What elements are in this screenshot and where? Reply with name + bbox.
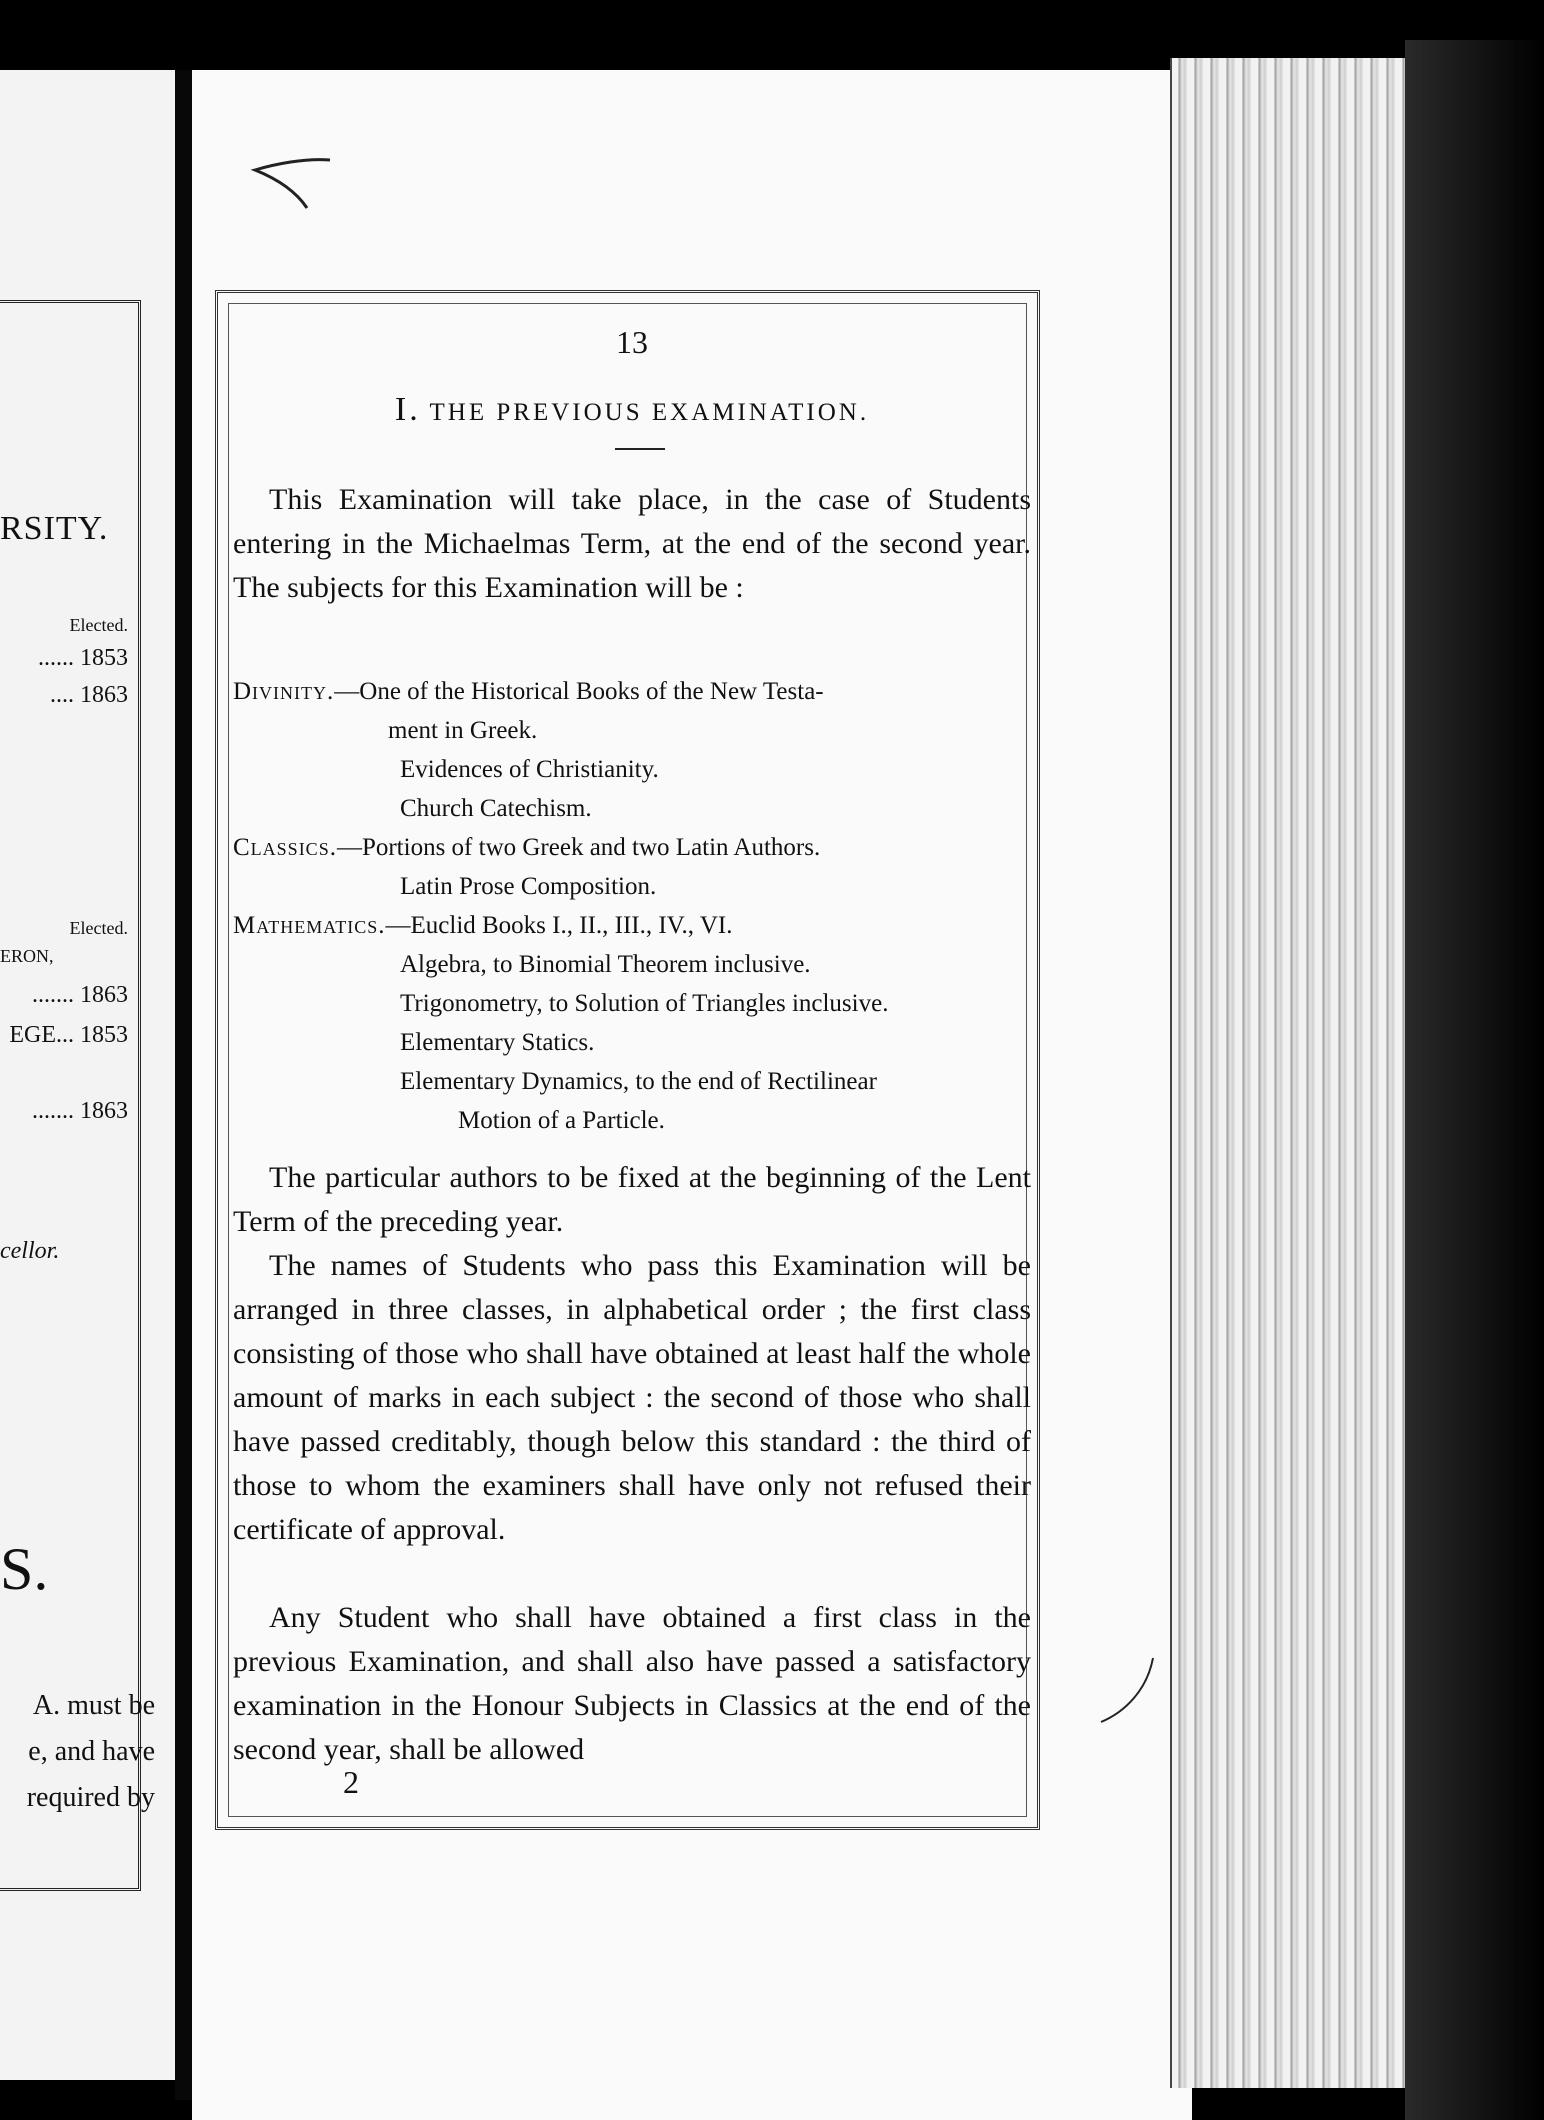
intro-paragraph: This Examination will take place, in the case of Students entering in the Michaelmas Term, at the end of the second year. The subjects for this Examination will be : <box>233 483 1031 604</box>
previous-page-row: ERON, <box>0 946 54 966</box>
divinity-item: Church Catechism. <box>400 795 592 822</box>
previous-page-row: EGE... 1853 <box>9 1022 128 1048</box>
mathematics-item: Trigonometry, to Solution of Triangles inclusive. <box>400 990 889 1017</box>
previous-page-row: .... 1863 <box>50 682 128 708</box>
previous-page-elected-label: Elected. <box>69 918 128 938</box>
previous-page-elected-label: Elected. <box>69 615 128 635</box>
previous-page-row: ....... 1863 <box>32 1098 128 1124</box>
mathematics-item: —Euclid Books I., II., III., IV., VI. <box>385 912 733 939</box>
classics-item: —Portions of two Greek and two Latin Authors. <box>336 834 821 861</box>
mathematics-line <box>233 906 732 945</box>
section-numeral: I. <box>394 391 421 428</box>
previous-page-row: e, and have <box>28 1736 155 1767</box>
divinity-item: —One of the Historical Books of the New Testa- <box>334 678 824 705</box>
previous-page-heading: RSITY. <box>0 510 109 547</box>
divinity-line <box>233 672 824 711</box>
pencil-tick-icon <box>1095 1650 1165 1730</box>
page-edges-shadow <box>1405 40 1544 2120</box>
previous-page-row: required by <box>26 1782 155 1813</box>
previous-page-row: cellor. <box>0 1238 60 1264</box>
signature-mark: 2 <box>343 1764 359 1800</box>
section-title: THE PREVIOUS EXAMINATION. <box>429 399 870 426</box>
previous-page-large-letter: S. <box>0 1536 49 1602</box>
previous-page <box>0 70 177 2080</box>
page-number: 13 <box>616 324 648 360</box>
mathematics-item: Algebra, to Binomial Theorem inclusive. <box>400 951 811 978</box>
pencil-mark-icon <box>245 150 355 220</box>
mathematics-item: Elementary Dynamics, to the end of Rectilinear <box>400 1068 877 1095</box>
previous-page-row: A. must be <box>32 1690 155 1721</box>
classes-paragraph: The names of Students who pass this Examination will be arranged in three classes, in alphabetical order ; the first class consisting of those who shall have obtained at least half the whole amount of marks in each subject : the second of those who shall have passed creditably, though below this standard : the third of those to whom the examiners shall have only not refused their certificate of approval. <box>233 1249 1031 1546</box>
divinity-item: Evidences of Christianity. <box>400 756 659 783</box>
divinity-label: Divinity. <box>233 678 335 705</box>
classics-item: Latin Prose Composition. <box>400 873 657 900</box>
divinity-item: ment in Greek. <box>388 717 538 744</box>
classics-label: Classics. <box>233 834 337 861</box>
mathematics-item: Motion of a Particle. <box>458 1107 665 1134</box>
classics-line <box>233 828 820 867</box>
authors-paragraph: The particular authors to be fixed at the beginning of the Lent Term of the preceding year. <box>233 1161 1031 1238</box>
page-edges <box>1170 58 1412 2088</box>
previous-page-row: ...... 1853 <box>38 645 128 671</box>
mathematics-item: Elementary Statics. <box>400 1029 595 1056</box>
page-text <box>233 320 1031 1810</box>
section-heading <box>233 388 1031 435</box>
first-class-paragraph: Any Student who shall have obtained a first class in the previous Examination, and shall also have passed a satisfactory examination in the Honour Subjects in Classics at the end of the second year, shall be allowed <box>233 1601 1031 1766</box>
heading-rule <box>615 448 665 450</box>
previous-page-row: ....... 1863 <box>32 982 128 1008</box>
mathematics-label: Mathematics. <box>233 912 386 939</box>
